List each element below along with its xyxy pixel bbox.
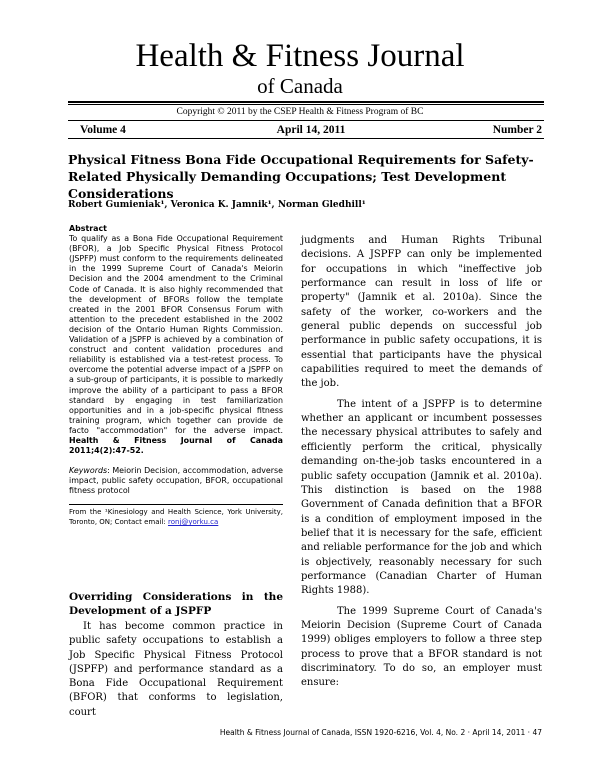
left-column [69, 224, 283, 527]
affiliation [69, 507, 283, 527]
section-paragraph: It has become common practice in public safety occupations to establish a Job Specific Physical Fitness Protocol (JSPFP) and performance standard as a Bona Fide Occupational Requirement (BFOR) that conforms to legislation, court [69, 621, 283, 718]
abstract-body [69, 234, 283, 456]
right-paragraph-3: The 1999 Supreme Court of Canada's Meiorin Decision (Supreme Court of Canada 1999) obliges employers to follow a three step process to prove that a BFOR standard is not discriminatory. To do so, an employer must ensure: [301, 605, 542, 689]
contact-email-link[interactable]: ronj@yorku.ca [167, 518, 219, 527]
abstract-heading: Abstract [69, 224, 107, 233]
keywords-label: Keywords [69, 466, 108, 476]
journal-title: Health & Fitness Journal [135, 38, 465, 74]
section-heading: Overriding Considerations in the Development of a JSPFP [69, 591, 283, 617]
header-rule [68, 101, 544, 103]
affiliation-text: From the ¹Kinesiology and Health Science, York University, Toronto, ON; Contact email: [69, 508, 283, 527]
header-rule [68, 138, 544, 139]
affiliation-divider [69, 504, 283, 505]
page-footer: Health & Fitness Journal of Canada, ISSN 1920-6216, Vol. 4, No. 2 · April 14, 2011 · 47 [219, 728, 542, 737]
volume-label: Volume 4 [80, 124, 126, 136]
right-paragraph-1: judgments and Human Rights Tribunal decisions. A JSPFP can only be implemented for occupations in which "ineffective job performance can result in loss of life or property" (Jamnik et al. 2010a). Since the safety of the worker, co-workers and the general public depends on successful job performance in public safety occupations, it is essential that participants have the physical capabilities required to meet the demands of the job. [301, 235, 542, 390]
article-title: Physical Fitness Bona Fide Occupational Requirements for Safety-Related Physically Demanding Occupations; Test Development Considerations [68, 152, 534, 201]
citation: Health & Fitness Journal of Canada 2011;4(2):47-52. [69, 435, 283, 456]
header-rule [68, 104, 544, 105]
keywords [69, 466, 283, 496]
right-paragraph-2: The intent of a JSPFP is to determine whether an applicant or incumbent possesses the necessary physical attributes to safely and efficiently perform the critical, physically demanding on-the-job tasks encountered in a public safety occupation (Jamnik et al. 2010a). This distinction is based on the 1988 Government of Canada definition that a BFOR is a condition of employment imposed in the belief that it is necessary for the safe, efficient and reliable performance for the job and which is objectively, reasonably necessary for such performance (Canadian Charter of Human Rights 1988). [301, 398, 542, 597]
copyright-line: Copyright © 2011 by the CSEP Health & Fitness Program of BC [176, 107, 424, 117]
authors: Robert Gumieniak¹, Veronica K. Jamnik¹, Norman Gledhill¹ [68, 200, 366, 210]
journal-subtitle: of Canada [257, 74, 343, 98]
abstract-text: To qualify as a Bona Fide Occupational Requirement (BFOR), a Job Specific Physical Fitness Protocol (JSPFP) must conform to the requirements delineated in the 1999 Supreme Court of Canada's Meiorin Decision and the 2004 amendment to the Criminal Code of Canada. It is also highly recommended that the development of BFORs follow the template created in the 2001 BFOR Consensus Forum with attention to the precedent established in the 2002 decision of the Ontario Human Rights Commission. Validation of a JSPFP is achieved by a combination of construct and content validation procedures and reliability is established via a test-retest process. To overcome the potential adverse impact of a JSPFP on a sub-group of participants, it is possible to markedly improve the ability of a participant to pass a BFOR standard by engaging in test familiarization opportunities and in a job-specific physical fitness training program, which together can provide de facto "accommodation" for the adverse impact. [69, 234, 283, 435]
header-rule [68, 120, 544, 121]
issue-date: April 14, 2011 [276, 124, 346, 136]
issue-number: Number 2 [492, 124, 542, 136]
right-column [301, 234, 542, 691]
volume-row [80, 123, 542, 137]
keywords-text: : Meiorin Decision, accommodation, adverse impact, public safety occupation, BFOR, occupational fitness protocol [69, 466, 283, 496]
